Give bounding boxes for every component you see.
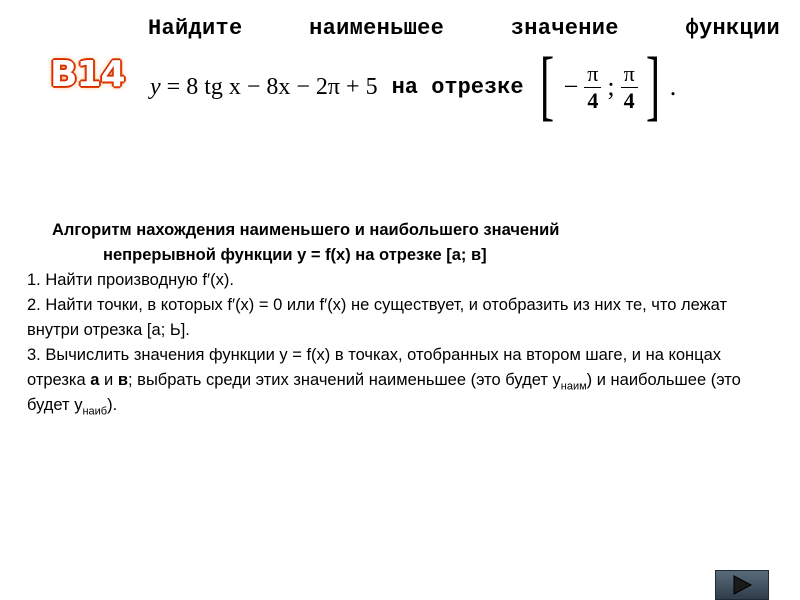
subscript-min: наим (560, 380, 587, 393)
fraction-numerator: π (587, 60, 599, 86)
step3-text: ). (107, 396, 118, 414)
algorithm-step-2: 2. Найти точки, в которых f′(x) = 0 или f′(x) не существует, и отобразить из них те, что лежат внутри отрезка [а; Ь]. (27, 296, 728, 339)
fraction-numerator: π (623, 60, 635, 86)
segment-start-a: а (90, 371, 100, 389)
right-endpoint-fraction (621, 61, 638, 114)
formula-y: y (150, 73, 161, 100)
step3-text: ; выбрать среди этих значений наименьшее (это будет y (128, 371, 561, 389)
task-word: значение (510, 16, 619, 41)
minus-sign: − (563, 72, 579, 101)
task-formula (150, 41, 680, 128)
left-bracket: [ (539, 41, 554, 128)
right-bracket: ] (645, 41, 660, 128)
task-number-badge: B14 (50, 54, 125, 95)
subscript-max: наиб (82, 405, 108, 418)
algorithm-title-line2: непрерывной функции y = f(x) на отрезке [a; в] (103, 246, 487, 264)
task-word: наименьшее (309, 16, 445, 41)
step3-text: 3. Вычислить значения функции y = f(x) в точках, отобранных на втором шаге, и на концах отрезка (27, 346, 722, 389)
fraction-denominator: 4 (621, 87, 638, 114)
step3-text: и (99, 371, 118, 389)
left-endpoint-fraction (584, 61, 601, 114)
algorithm-text (27, 218, 767, 418)
task-heading (148, 16, 780, 41)
play-triangle-icon (731, 575, 753, 595)
task-word: функции (685, 16, 780, 41)
separator: ; (607, 72, 615, 101)
algorithm-title-line1: Алгоритм нахождения наименьшего и наибольшего значений (52, 221, 560, 239)
formula-body: = 8 tg x − 8x − 2π + 5 (160, 73, 378, 100)
algorithm-step-3 (27, 343, 767, 418)
on-segment-label: на отрезке (391, 74, 524, 100)
step3-text: ) и наибольшее (это будет y (27, 371, 741, 414)
segment-end-b: в (117, 371, 129, 389)
period: . (669, 72, 677, 101)
task-word: Найдите (148, 16, 243, 41)
fraction-denominator: 4 (584, 87, 601, 114)
function-formula (150, 74, 378, 101)
algorithm-step-1: 1. Найти производную f′(x). (27, 271, 234, 289)
next-slide-button[interactable] (715, 570, 769, 600)
